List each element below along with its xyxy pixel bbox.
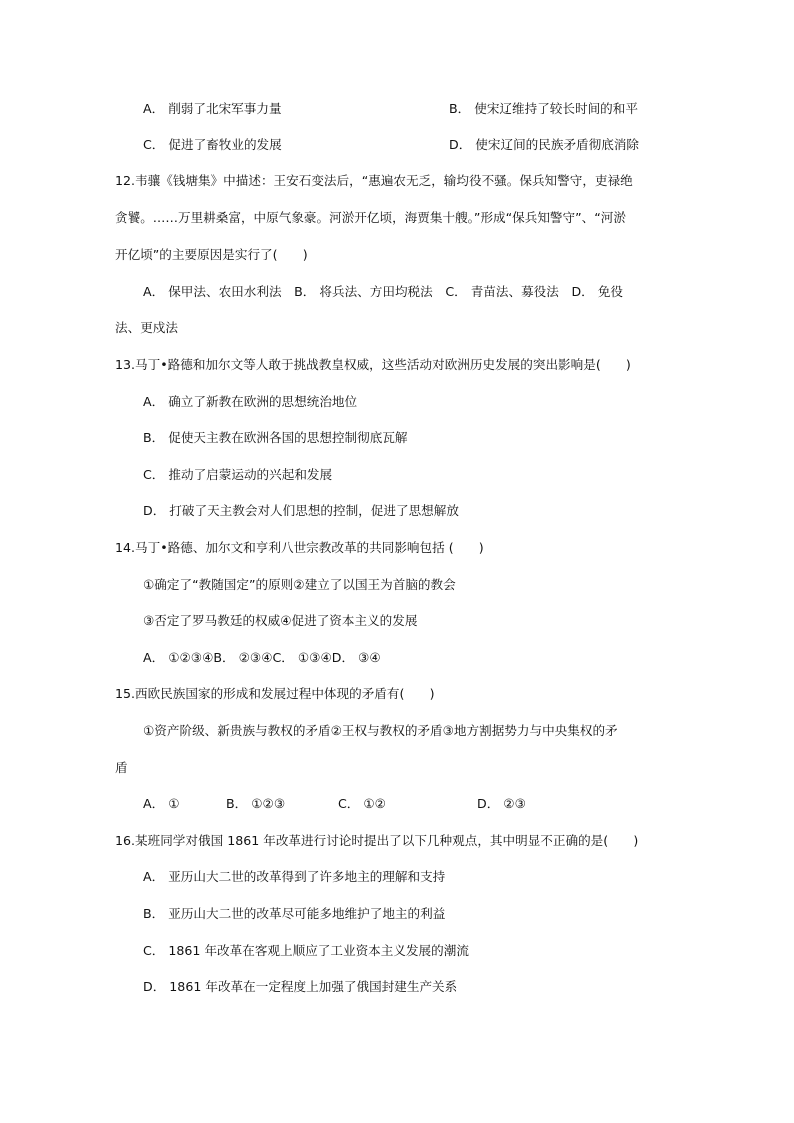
q16-option-b: B． 亚历山大二世的改革尽可能多地维护了地主的利益: [143, 906, 446, 921]
q12-options-line-2: 法、更戍法: [115, 320, 178, 335]
q13-option-d: D． 打破了天主教会对人们思想的控制，促进了思想解放: [143, 503, 459, 518]
q16-option-a: A． 亚历山大二世的改革得到了许多地主的理解和支持: [143, 869, 446, 884]
q12-stem-line-3: 开亿顷”的主要原因是实行了( ): [115, 247, 308, 262]
q16-option-d: D． 1861 年改革在一定程度上加强了俄国封建生产关系: [143, 979, 458, 994]
q13-option-b: B． 促使天主教在欧洲各国的思想控制彻底瓦解: [143, 430, 408, 445]
q12-stem-line-2: 贪饕。……万里耕桑富，中原气象豪。河淤开亿顷，海贾集十艘。”形成“保兵知警守”、“河淤: [115, 210, 626, 225]
q14-item-2: ③否定了罗马教廷的权威④促进了资本主义的发展: [143, 613, 418, 628]
q15-option-b: B． ①②③: [226, 796, 286, 811]
q12-options-line-1: A． 保甲法、农田水利法 B． 将兵法、方田均税法 C． 青苗法、募役法 D． 免役: [143, 284, 623, 299]
q15-stem: 15.西欧民族国家的形成和发展过程中体现的矛盾有( ): [115, 686, 435, 701]
q11-option-d: D． 使宋辽间的民族矛盾彻底消除: [449, 137, 640, 152]
q16-stem: 16.某班同学对俄国 1861 年改革进行讨论时提出了以下几种观点，其中明显不正确的是( ): [115, 833, 639, 848]
q14-item-1: ①确定了“教随国定”的原则②建立了以国王为首脑的教会: [143, 577, 456, 592]
q15-option-d: D． ②③: [477, 796, 526, 811]
q14-stem: 14.马丁•路德、加尔文和亨利八世宗教改革的共同影响包括 ( ): [115, 540, 484, 555]
q13-option-c: C． 推动了启蒙运动的兴起和发展: [143, 467, 333, 482]
q14-options: A． ①②③④B． ②③④C． ①③④D． ③④: [143, 650, 381, 665]
q11-option-c: C． 促进了畜牧业的发展: [143, 137, 282, 152]
q12-stem-line-1: 12.韦骧《钱塘集》中描述：王安石变法后，“惠遍农无乏，输均役不骚。保兵知警守，吏禄绝: [115, 173, 633, 188]
q16-option-c: C． 1861 年改革在客观上顺应了工业资本主义发展的潮流: [143, 943, 469, 958]
q13-option-a: A． 确立了新教在欧洲的思想统治地位: [143, 394, 358, 409]
q11-option-a: A． 削弱了北宋军事力量: [143, 101, 282, 116]
q15-option-a: A． ①: [143, 796, 180, 811]
q15-item-1: ①资产阶级、新贵族与教权的矛盾②王权与教权的矛盾③地方割据势力与中央集权的矛: [143, 723, 618, 738]
q11-option-b: B． 使宋辽维持了较长时间的和平: [449, 101, 638, 116]
q15-option-c: C． ①②: [338, 796, 386, 811]
q13-stem: 13.马丁•路德和加尔文等人敢于挑战教皇权威，这些活动对欧洲历史发展的突出影响是( ): [115, 357, 631, 372]
q15-item-2: 盾: [115, 760, 128, 775]
